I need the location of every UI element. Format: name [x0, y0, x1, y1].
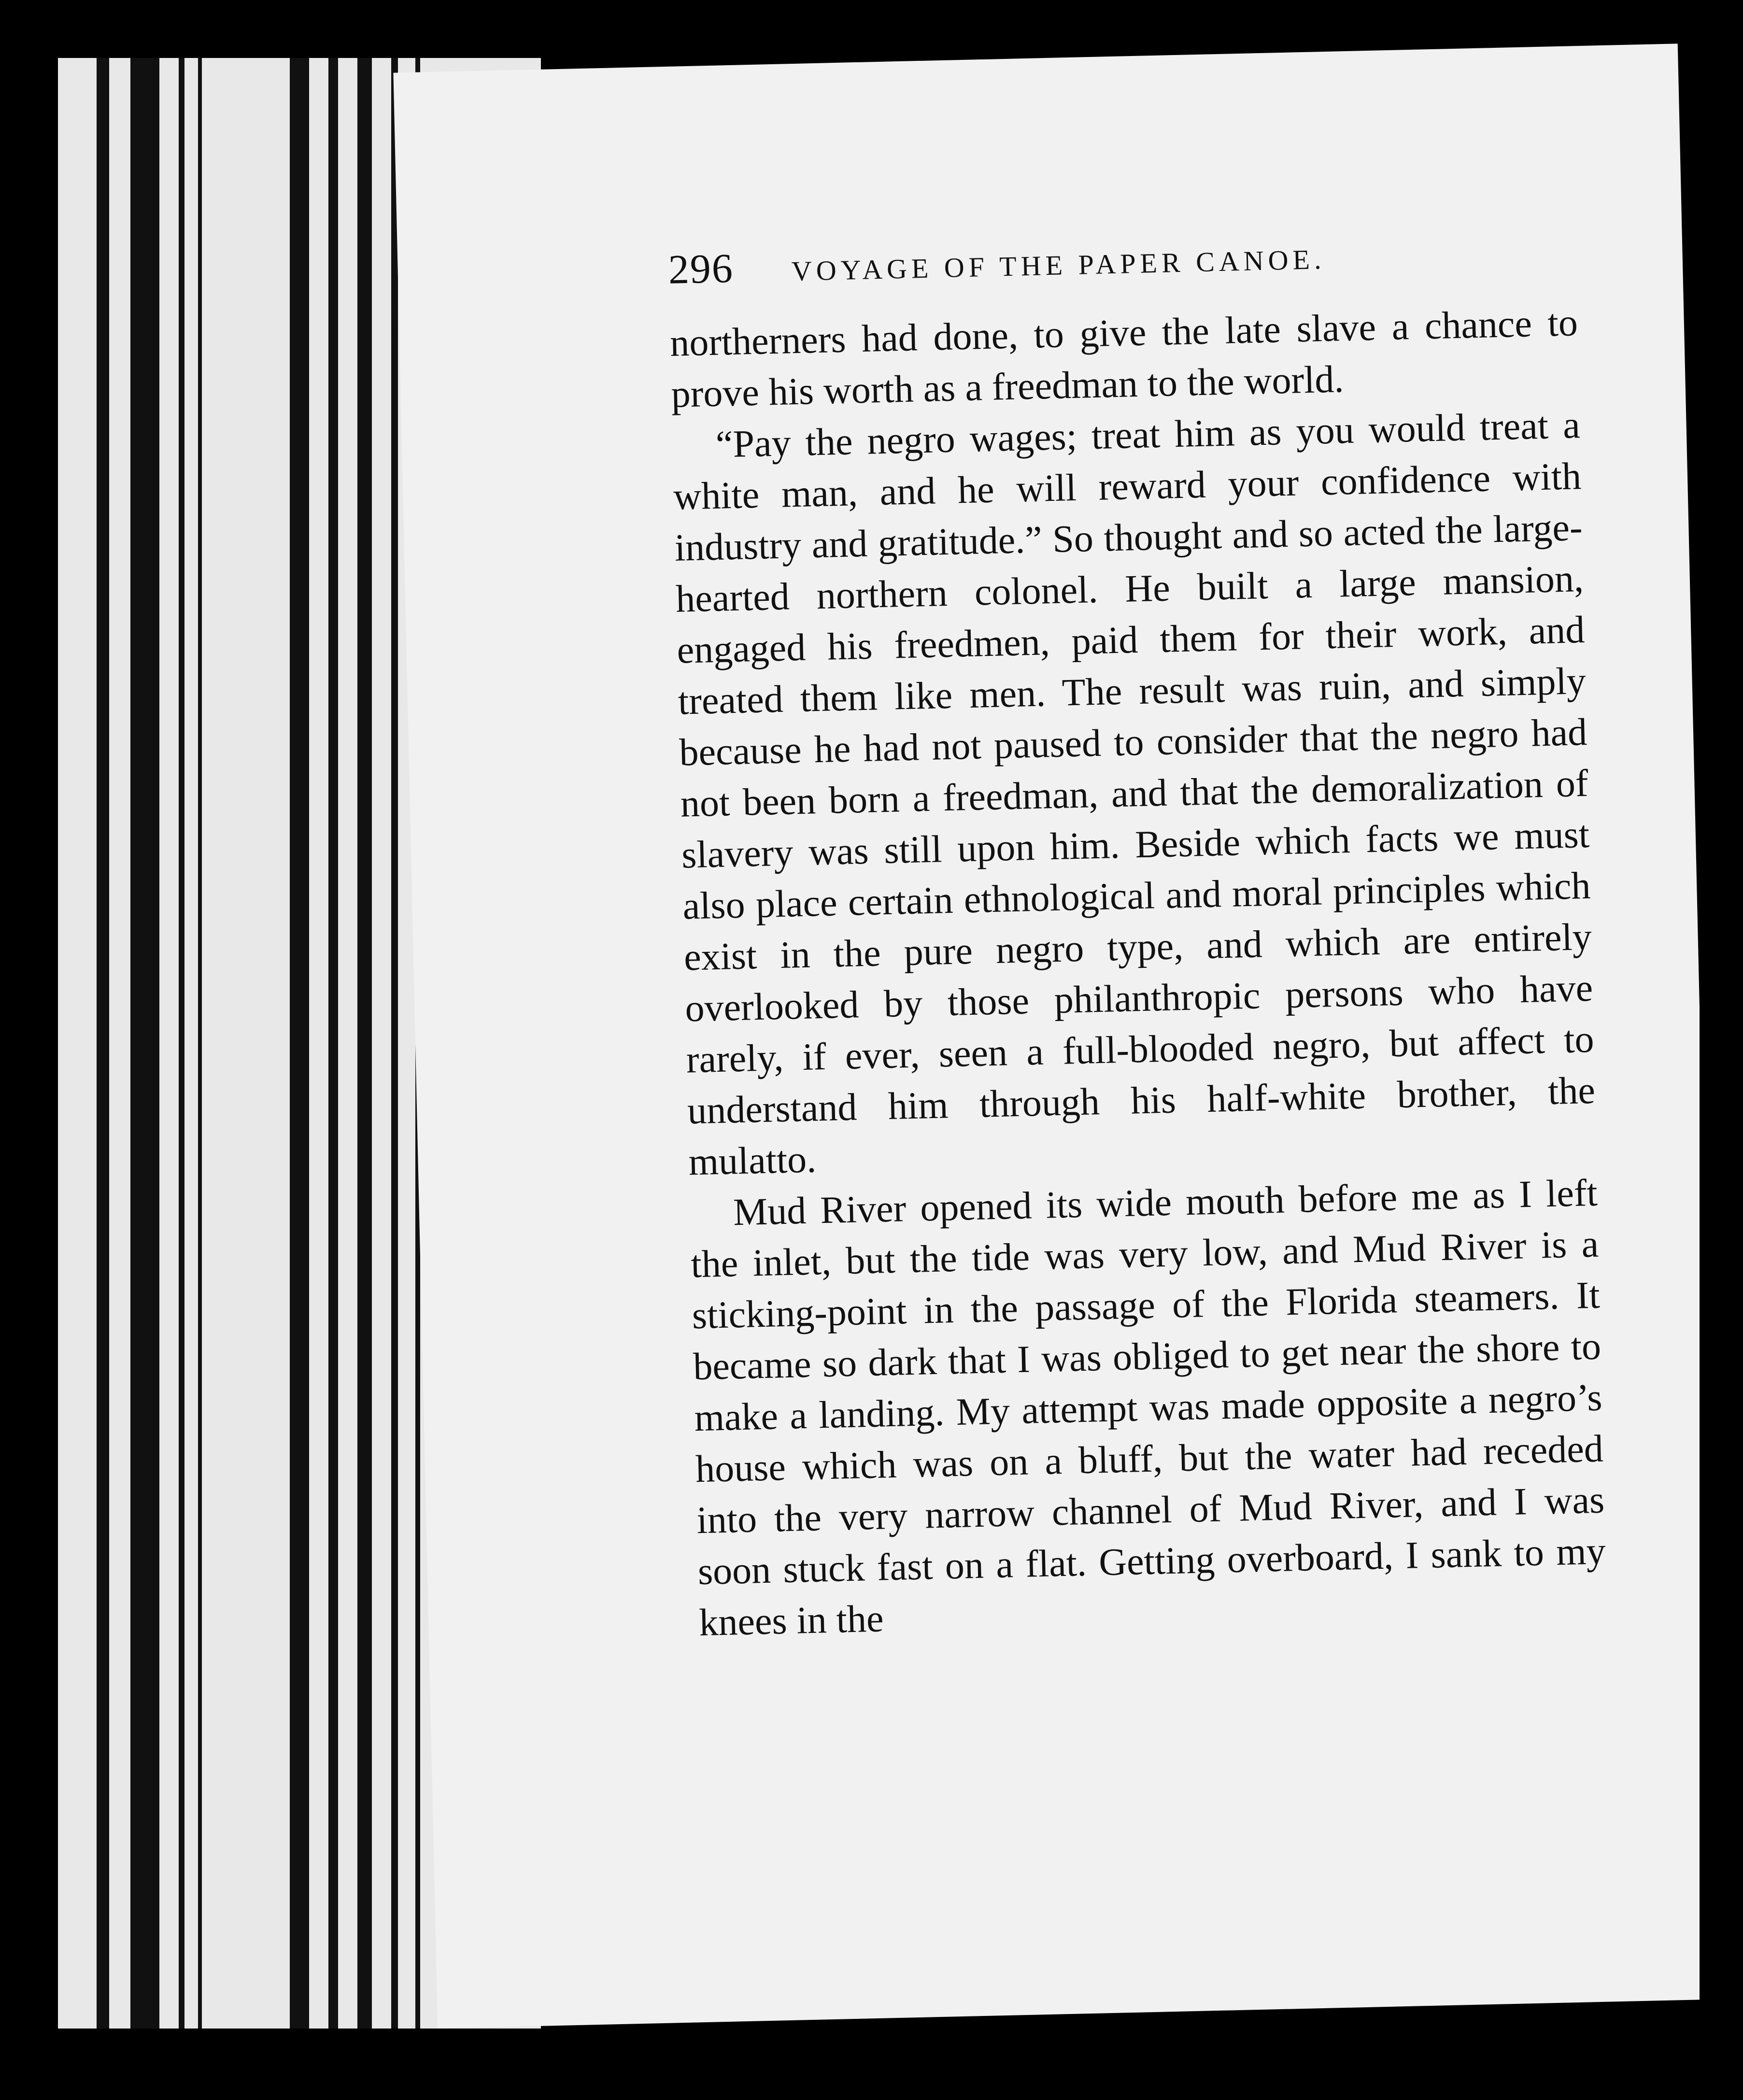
body-text — [669, 297, 1607, 1648]
page-edge-line — [198, 58, 202, 2029]
paragraph: northerners had done, to give the late slave a chance to prove his worth as a freedman to the world. — [669, 301, 1578, 416]
page-edge-line — [357, 58, 372, 2029]
page-edge-line — [290, 58, 309, 2029]
book-page — [393, 43, 1722, 2028]
bottom-border — [0, 2032, 1743, 2100]
running-head — [668, 225, 1577, 308]
page-edge-line — [391, 58, 398, 2029]
paragraph: “Pay the negro wages; treat him as you would treat a white man, and he will reward your confidence with industry and gratitude.” So thought and so acted the large-hearted northern colonel. He built a large mansion, engaged his freedmen, paid them for their work, and treated them like men. The result was ruin, and simply because he had not paused to consider that the negro had not been born a freedman, and that the demoralization of slavery was still upon him. Beside which facts we must also place certain ethnological and moral principles which exist in the pure negro type, and which are entirely overlooked by those philanthropic persons who have rarely, if ever, seen a full-blooded negro, but affect to understand him through his half-white brother, the mulatto. — [673, 404, 1596, 1184]
page-edge-line — [97, 58, 109, 2029]
page-edge-line — [130, 58, 159, 2029]
page-content — [668, 225, 1607, 1648]
running-title: VOYAGE OF THE PAPER CANOE. — [791, 243, 1326, 287]
page-edge-line — [328, 58, 338, 2029]
paragraph: Mud River opened its wide mouth before me as I left the inlet, but the tide was very low, and Mud River is a sticking-point in the passage of the Florida steamers. It became so dark that I was obliged to get near the shore to make a landing. My attempt was made opposite a negro’s house which was on a bluff, but the water had receded into the very narrow channel of Mud River, and I was soon stuck fast on a flat. Getting overboard, I sank to my knees in the — [690, 1171, 1606, 1645]
page-number: 296 — [667, 244, 734, 293]
right-border — [1700, 58, 1743, 2038]
page-edge-line — [179, 58, 184, 2029]
